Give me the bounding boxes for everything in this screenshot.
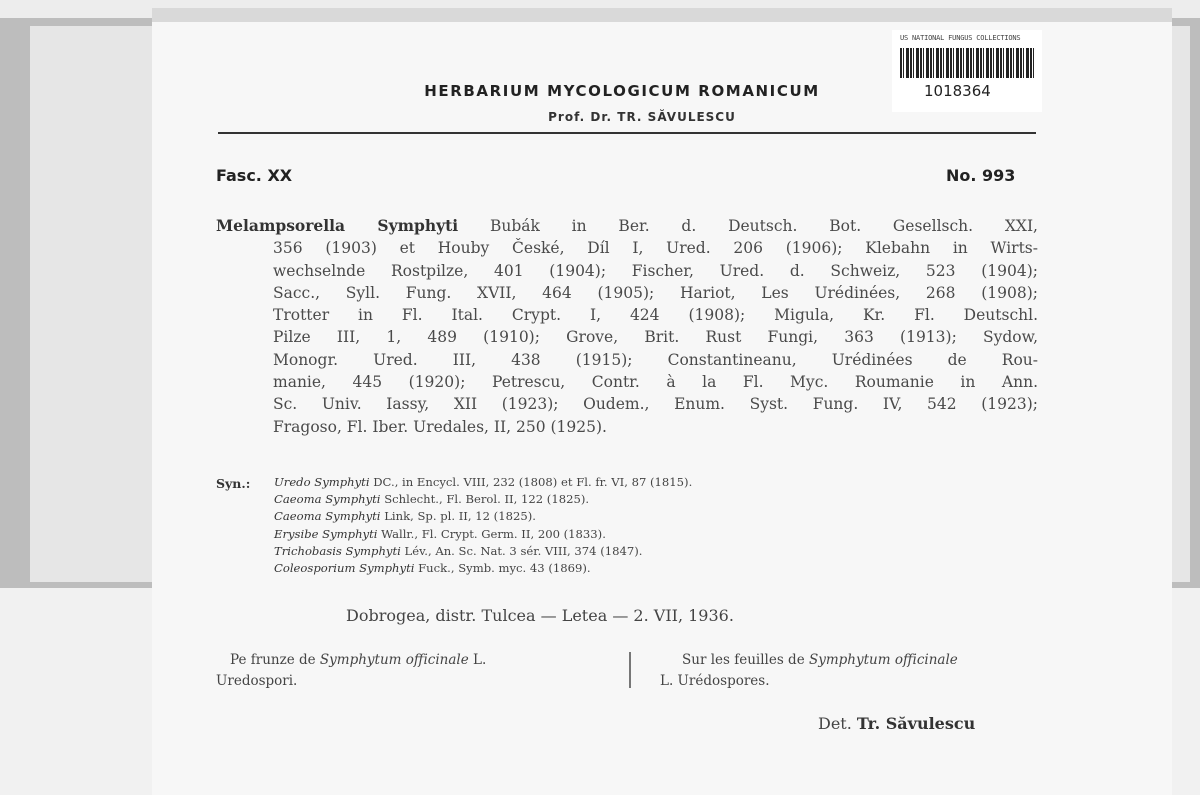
citation-line: Trotter in Fl. Ital. Crypt. I, 424 (1908); Migula, Kr. Fl. Deutschl. <box>273 306 1038 325</box>
citation-line: manie, 445 (1920); Petrescu, Contr. à la Fl. Myc. Roumanie in Ann. <box>273 373 1038 392</box>
synonym-item <box>274 526 1034 543</box>
column-divider <box>629 652 631 688</box>
synonym-ref: Link, Sp. pl. II, 12 (1825). <box>384 509 536 524</box>
host-french-plant: Symphytum officinale <box>808 652 958 668</box>
citation-line: wechselnde Rostpilze, 401 (1904); Fischer, Ured. d. Schweiz, 523 (1904); <box>273 261 1038 280</box>
synonym-name: Uredo Symphyti <box>274 475 370 489</box>
synonym-ref: Lév., An. Sc. Nat. 3 sér. VIII, 374 (1847). <box>404 543 643 558</box>
synonym-item <box>274 543 1034 560</box>
barcode-sticker <box>892 30 1042 112</box>
citation-line: 356 (1903) et Houby České, Díl I, Ured. 206 (1906); Klebahn in Wirts- <box>273 239 1038 258</box>
synonym-ref: Fuck., Symb. myc. 43 (1869). <box>418 561 591 576</box>
collection-locality: Dobrogea, distr. Tulcea — Letea — 2. VII, 1936. <box>346 606 734 625</box>
synonyms-list <box>274 474 1034 577</box>
host-french <box>660 650 1060 692</box>
synonym-item <box>274 474 1034 491</box>
determiner-prefix: Det. <box>818 714 852 733</box>
header-rule <box>218 132 1036 134</box>
host-french-line2: L. Urédospores. <box>660 673 770 689</box>
synonym-ref: Wallr., Fl. Crypt. Germ. II, 200 (1833). <box>381 526 606 541</box>
label-top-edge <box>152 8 1172 22</box>
host-romanian-line1 <box>216 650 616 671</box>
synonym-name: Caeoma Symphyti <box>274 492 381 507</box>
species-name: Melampsorella Symphyti <box>216 216 459 235</box>
citation-line: Pilze III, 1, 489 (1910); Grove, Brit. Rust Fungi, 363 (1913); Sydow, <box>273 328 1038 347</box>
barcode-number: 1018364 <box>924 82 991 100</box>
host-romanian-line2: Uredospori. <box>216 673 298 689</box>
host-romanian <box>216 650 616 692</box>
synonym-name: Trichobasis Symphyti <box>274 543 401 558</box>
synonym-name: Caeoma Symphyti <box>274 509 381 524</box>
citation-line: Monogr. Ured. III, 438 (1915); Constantineanu, Urédinées de Rou- <box>273 350 1038 369</box>
species-citation <box>216 215 1038 438</box>
synonyms-label: Syn.: <box>216 476 251 491</box>
species-citation-start: Bubák in Ber. d. Deutsch. Bot. Gesellsch. XXI, <box>489 217 1038 235</box>
synonym-name: Erysibe Symphyti <box>274 526 378 541</box>
synonym-name: Coleosporium Symphyti <box>274 561 415 576</box>
synonym-item <box>274 560 1034 577</box>
host-romanian-prefix: Pe frunze de <box>230 652 316 668</box>
synonym-item <box>274 508 1034 525</box>
specimen-number: No. 993 <box>946 166 1016 185</box>
determiner-name: Tr. Săvulescu <box>856 714 976 733</box>
host-romanian-suffix: L. <box>473 652 487 668</box>
host-romanian-plant: Symphytum officinale <box>319 652 469 668</box>
citation-line: Sacc., Syll. Fung. XVII, 464 (1905); Hariot, Les Urédinées, 268 (1908); <box>273 283 1038 302</box>
synonym-ref: Schlecht., Fl. Berol. II, 122 (1825). <box>384 492 590 507</box>
host-french-line1 <box>660 650 1060 671</box>
determiner <box>818 714 975 733</box>
herbarium-label <box>152 8 1172 795</box>
herbarium-title: HERBARIUM MYCOLOGICUM ROMANICUM <box>424 82 820 100</box>
barcode-icon <box>900 48 1034 78</box>
citation-line: Fragoso, Fl. Iber. Uredales, II, 250 (1925). <box>273 417 607 436</box>
fascicle-number: Fasc. XX <box>216 166 293 185</box>
synonym-item <box>274 491 1034 508</box>
barcode-caption: US NATIONAL FUNGUS COLLECTIONS <box>900 34 1021 42</box>
citation-line: Sc. Univ. Iassy, XII (1923); Oudem., Enum. Syst. Fung. IV, 542 (1923); <box>273 395 1038 414</box>
synonym-ref: DC., in Encycl. VIII, 232 (1808) et Fl. fr. VI, 87 (1815). <box>373 475 693 489</box>
species-first-line <box>216 215 1038 237</box>
herbarium-subtitle: Prof. Dr. TR. SĂVULESCU <box>548 110 736 124</box>
host-french-prefix: Sur les feuilles de <box>682 652 805 668</box>
